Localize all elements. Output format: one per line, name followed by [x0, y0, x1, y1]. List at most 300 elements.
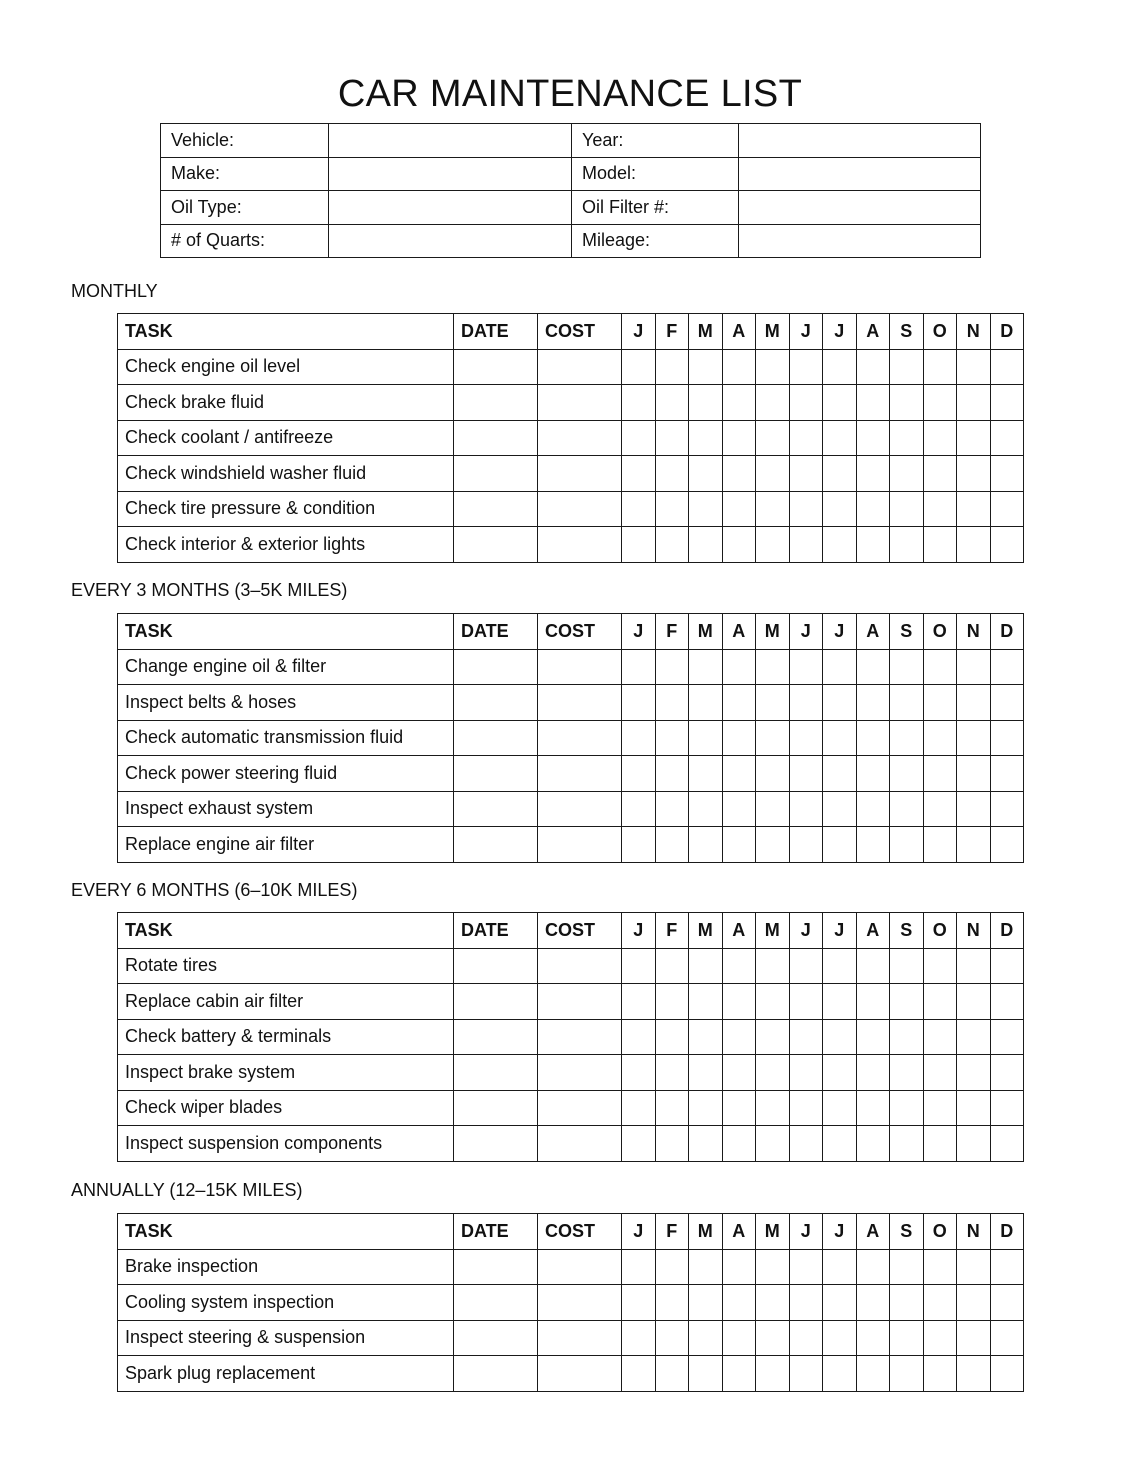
month-check-cell[interactable] — [622, 948, 656, 984]
month-check-cell[interactable] — [789, 491, 823, 527]
month-check-cell[interactable] — [689, 948, 723, 984]
month-check-cell[interactable] — [823, 649, 857, 685]
date-cell[interactable] — [454, 1249, 538, 1285]
month-check-cell[interactable] — [890, 456, 924, 492]
month-check-cell[interactable] — [789, 1356, 823, 1392]
month-check-cell[interactable] — [923, 1019, 957, 1055]
month-check-cell[interactable] — [722, 1320, 756, 1356]
month-check-cell[interactable] — [655, 491, 689, 527]
month-check-cell[interactable] — [957, 527, 991, 563]
month-check-cell[interactable] — [689, 791, 723, 827]
month-check-cell[interactable] — [622, 1090, 656, 1126]
month-check-cell[interactable] — [789, 685, 823, 721]
month-check-cell[interactable] — [722, 420, 756, 456]
month-check-cell[interactable] — [722, 1285, 756, 1321]
month-check-cell[interactable] — [823, 1320, 857, 1356]
month-check-cell[interactable] — [856, 420, 890, 456]
month-check-cell[interactable] — [957, 1249, 991, 1285]
info-value-field[interactable] — [329, 124, 572, 158]
month-check-cell[interactable] — [957, 720, 991, 756]
month-check-cell[interactable] — [789, 649, 823, 685]
month-check-cell[interactable] — [722, 720, 756, 756]
month-check-cell[interactable] — [756, 385, 790, 421]
date-cell[interactable] — [454, 420, 538, 456]
month-check-cell[interactable] — [923, 385, 957, 421]
month-check-cell[interactable] — [789, 948, 823, 984]
month-check-cell[interactable] — [622, 527, 656, 563]
month-check-cell[interactable] — [856, 527, 890, 563]
month-check-cell[interactable] — [856, 1320, 890, 1356]
date-cell[interactable] — [454, 984, 538, 1020]
date-cell[interactable] — [454, 720, 538, 756]
month-check-cell[interactable] — [990, 1019, 1024, 1055]
month-check-cell[interactable] — [789, 527, 823, 563]
month-check-cell[interactable] — [756, 984, 790, 1020]
month-check-cell[interactable] — [789, 756, 823, 792]
cost-cell[interactable] — [538, 948, 622, 984]
month-check-cell[interactable] — [622, 984, 656, 1020]
cost-cell[interactable] — [538, 1249, 622, 1285]
month-check-cell[interactable] — [823, 1126, 857, 1162]
month-check-cell[interactable] — [756, 720, 790, 756]
month-check-cell[interactable] — [655, 420, 689, 456]
month-check-cell[interactable] — [923, 827, 957, 863]
date-cell[interactable] — [454, 1285, 538, 1321]
month-check-cell[interactable] — [890, 649, 924, 685]
month-check-cell[interactable] — [890, 1019, 924, 1055]
month-check-cell[interactable] — [622, 649, 656, 685]
cost-cell[interactable] — [538, 1126, 622, 1162]
month-check-cell[interactable] — [722, 984, 756, 1020]
month-check-cell[interactable] — [789, 349, 823, 385]
month-check-cell[interactable] — [655, 1320, 689, 1356]
month-check-cell[interactable] — [689, 1285, 723, 1321]
month-check-cell[interactable] — [722, 827, 756, 863]
month-check-cell[interactable] — [957, 685, 991, 721]
month-check-cell[interactable] — [789, 1285, 823, 1321]
date-cell[interactable] — [454, 791, 538, 827]
date-cell[interactable] — [454, 827, 538, 863]
month-check-cell[interactable] — [957, 1320, 991, 1356]
month-check-cell[interactable] — [756, 1126, 790, 1162]
month-check-cell[interactable] — [823, 1090, 857, 1126]
month-check-cell[interactable] — [756, 827, 790, 863]
info-value-field[interactable] — [739, 124, 981, 158]
month-check-cell[interactable] — [689, 756, 723, 792]
month-check-cell[interactable] — [990, 385, 1024, 421]
month-check-cell[interactable] — [957, 1285, 991, 1321]
month-check-cell[interactable] — [923, 1126, 957, 1162]
month-check-cell[interactable] — [789, 420, 823, 456]
month-check-cell[interactable] — [957, 756, 991, 792]
month-check-cell[interactable] — [957, 1356, 991, 1392]
month-check-cell[interactable] — [722, 527, 756, 563]
month-check-cell[interactable] — [655, 385, 689, 421]
month-check-cell[interactable] — [823, 984, 857, 1020]
month-check-cell[interactable] — [622, 1019, 656, 1055]
month-check-cell[interactable] — [923, 791, 957, 827]
month-check-cell[interactable] — [890, 1285, 924, 1321]
month-check-cell[interactable] — [655, 984, 689, 1020]
month-check-cell[interactable] — [923, 527, 957, 563]
month-check-cell[interactable] — [689, 1019, 723, 1055]
month-check-cell[interactable] — [890, 685, 924, 721]
month-check-cell[interactable] — [756, 1019, 790, 1055]
month-check-cell[interactable] — [856, 1090, 890, 1126]
month-check-cell[interactable] — [856, 1126, 890, 1162]
month-check-cell[interactable] — [622, 349, 656, 385]
month-check-cell[interactable] — [823, 385, 857, 421]
date-cell[interactable] — [454, 1320, 538, 1356]
month-check-cell[interactable] — [622, 1126, 656, 1162]
cost-cell[interactable] — [538, 456, 622, 492]
month-check-cell[interactable] — [655, 948, 689, 984]
date-cell[interactable] — [454, 491, 538, 527]
month-check-cell[interactable] — [689, 827, 723, 863]
month-check-cell[interactable] — [756, 685, 790, 721]
cost-cell[interactable] — [538, 491, 622, 527]
month-check-cell[interactable] — [756, 1356, 790, 1392]
month-check-cell[interactable] — [622, 1320, 656, 1356]
month-check-cell[interactable] — [957, 420, 991, 456]
month-check-cell[interactable] — [722, 1019, 756, 1055]
month-check-cell[interactable] — [990, 527, 1024, 563]
date-cell[interactable] — [454, 1356, 538, 1392]
date-cell[interactable] — [454, 385, 538, 421]
cost-cell[interactable] — [538, 385, 622, 421]
month-check-cell[interactable] — [923, 420, 957, 456]
month-check-cell[interactable] — [890, 527, 924, 563]
month-check-cell[interactable] — [622, 1285, 656, 1321]
cost-cell[interactable] — [538, 1356, 622, 1392]
month-check-cell[interactable] — [622, 720, 656, 756]
month-check-cell[interactable] — [990, 349, 1024, 385]
month-check-cell[interactable] — [990, 1090, 1024, 1126]
month-check-cell[interactable] — [789, 827, 823, 863]
cost-cell[interactable] — [538, 649, 622, 685]
month-check-cell[interactable] — [990, 1320, 1024, 1356]
cost-cell[interactable] — [538, 527, 622, 563]
month-check-cell[interactable] — [923, 1320, 957, 1356]
month-check-cell[interactable] — [722, 649, 756, 685]
month-check-cell[interactable] — [957, 385, 991, 421]
month-check-cell[interactable] — [856, 685, 890, 721]
month-check-cell[interactable] — [756, 349, 790, 385]
info-value-field[interactable] — [329, 191, 572, 225]
month-check-cell[interactable] — [890, 1126, 924, 1162]
month-check-cell[interactable] — [957, 791, 991, 827]
month-check-cell[interactable] — [890, 420, 924, 456]
month-check-cell[interactable] — [823, 827, 857, 863]
month-check-cell[interactable] — [990, 756, 1024, 792]
month-check-cell[interactable] — [722, 456, 756, 492]
month-check-cell[interactable] — [990, 1055, 1024, 1091]
cost-cell[interactable] — [538, 349, 622, 385]
month-check-cell[interactable] — [823, 349, 857, 385]
month-check-cell[interactable] — [689, 491, 723, 527]
date-cell[interactable] — [454, 1126, 538, 1162]
month-check-cell[interactable] — [923, 1090, 957, 1126]
month-check-cell[interactable] — [823, 720, 857, 756]
month-check-cell[interactable] — [890, 1249, 924, 1285]
date-cell[interactable] — [454, 1019, 538, 1055]
month-check-cell[interactable] — [756, 1285, 790, 1321]
month-check-cell[interactable] — [655, 649, 689, 685]
month-check-cell[interactable] — [722, 1090, 756, 1126]
month-check-cell[interactable] — [756, 1055, 790, 1091]
month-check-cell[interactable] — [689, 984, 723, 1020]
month-check-cell[interactable] — [923, 1055, 957, 1091]
month-check-cell[interactable] — [990, 649, 1024, 685]
month-check-cell[interactable] — [856, 827, 890, 863]
month-check-cell[interactable] — [990, 948, 1024, 984]
month-check-cell[interactable] — [957, 456, 991, 492]
cost-cell[interactable] — [538, 827, 622, 863]
cost-cell[interactable] — [538, 1285, 622, 1321]
month-check-cell[interactable] — [622, 827, 656, 863]
month-check-cell[interactable] — [957, 349, 991, 385]
month-check-cell[interactable] — [655, 685, 689, 721]
month-check-cell[interactable] — [689, 385, 723, 421]
month-check-cell[interactable] — [923, 1285, 957, 1321]
month-check-cell[interactable] — [789, 1126, 823, 1162]
month-check-cell[interactable] — [923, 756, 957, 792]
month-check-cell[interactable] — [923, 984, 957, 1020]
info-value-field[interactable] — [329, 224, 572, 258]
month-check-cell[interactable] — [957, 948, 991, 984]
month-check-cell[interactable] — [655, 827, 689, 863]
month-check-cell[interactable] — [823, 491, 857, 527]
month-check-cell[interactable] — [990, 685, 1024, 721]
month-check-cell[interactable] — [756, 756, 790, 792]
month-check-cell[interactable] — [622, 385, 656, 421]
month-check-cell[interactable] — [789, 1055, 823, 1091]
month-check-cell[interactable] — [923, 349, 957, 385]
month-check-cell[interactable] — [622, 756, 656, 792]
month-check-cell[interactable] — [856, 1019, 890, 1055]
month-check-cell[interactable] — [823, 527, 857, 563]
month-check-cell[interactable] — [823, 791, 857, 827]
month-check-cell[interactable] — [722, 948, 756, 984]
month-check-cell[interactable] — [789, 1249, 823, 1285]
month-check-cell[interactable] — [957, 1055, 991, 1091]
month-check-cell[interactable] — [622, 491, 656, 527]
month-check-cell[interactable] — [689, 1356, 723, 1392]
month-check-cell[interactable] — [756, 420, 790, 456]
date-cell[interactable] — [454, 1090, 538, 1126]
month-check-cell[interactable] — [722, 1055, 756, 1091]
month-check-cell[interactable] — [957, 984, 991, 1020]
cost-cell[interactable] — [538, 756, 622, 792]
month-check-cell[interactable] — [923, 720, 957, 756]
month-check-cell[interactable] — [722, 1126, 756, 1162]
date-cell[interactable] — [454, 349, 538, 385]
month-check-cell[interactable] — [789, 984, 823, 1020]
month-check-cell[interactable] — [655, 720, 689, 756]
month-check-cell[interactable] — [689, 349, 723, 385]
month-check-cell[interactable] — [890, 720, 924, 756]
month-check-cell[interactable] — [655, 1090, 689, 1126]
month-check-cell[interactable] — [655, 1249, 689, 1285]
cost-cell[interactable] — [538, 720, 622, 756]
month-check-cell[interactable] — [689, 1249, 723, 1285]
cost-cell[interactable] — [538, 984, 622, 1020]
month-check-cell[interactable] — [823, 1055, 857, 1091]
month-check-cell[interactable] — [789, 791, 823, 827]
month-check-cell[interactable] — [823, 1285, 857, 1321]
month-check-cell[interactable] — [957, 649, 991, 685]
cost-cell[interactable] — [538, 791, 622, 827]
month-check-cell[interactable] — [823, 1249, 857, 1285]
cost-cell[interactable] — [538, 1320, 622, 1356]
month-check-cell[interactable] — [622, 1356, 656, 1392]
month-check-cell[interactable] — [655, 1285, 689, 1321]
month-check-cell[interactable] — [856, 456, 890, 492]
month-check-cell[interactable] — [689, 1090, 723, 1126]
month-check-cell[interactable] — [689, 1055, 723, 1091]
month-check-cell[interactable] — [689, 685, 723, 721]
month-check-cell[interactable] — [856, 720, 890, 756]
month-check-cell[interactable] — [655, 349, 689, 385]
month-check-cell[interactable] — [823, 948, 857, 984]
month-check-cell[interactable] — [856, 1356, 890, 1392]
month-check-cell[interactable] — [622, 685, 656, 721]
date-cell[interactable] — [454, 527, 538, 563]
month-check-cell[interactable] — [856, 984, 890, 1020]
month-check-cell[interactable] — [756, 527, 790, 563]
cost-cell[interactable] — [538, 420, 622, 456]
month-check-cell[interactable] — [655, 1126, 689, 1162]
month-check-cell[interactable] — [689, 420, 723, 456]
month-check-cell[interactable] — [890, 1356, 924, 1392]
cost-cell[interactable] — [538, 685, 622, 721]
month-check-cell[interactable] — [990, 791, 1024, 827]
cost-cell[interactable] — [538, 1090, 622, 1126]
month-check-cell[interactable] — [990, 1249, 1024, 1285]
month-check-cell[interactable] — [722, 791, 756, 827]
month-check-cell[interactable] — [622, 791, 656, 827]
month-check-cell[interactable] — [622, 1055, 656, 1091]
month-check-cell[interactable] — [823, 685, 857, 721]
month-check-cell[interactable] — [957, 1019, 991, 1055]
month-check-cell[interactable] — [655, 456, 689, 492]
date-cell[interactable] — [454, 948, 538, 984]
month-check-cell[interactable] — [689, 1320, 723, 1356]
month-check-cell[interactable] — [756, 649, 790, 685]
month-check-cell[interactable] — [990, 491, 1024, 527]
month-check-cell[interactable] — [622, 420, 656, 456]
month-check-cell[interactable] — [923, 1249, 957, 1285]
month-check-cell[interactable] — [890, 1090, 924, 1126]
month-check-cell[interactable] — [756, 948, 790, 984]
month-check-cell[interactable] — [689, 720, 723, 756]
month-check-cell[interactable] — [756, 491, 790, 527]
month-check-cell[interactable] — [856, 948, 890, 984]
month-check-cell[interactable] — [990, 827, 1024, 863]
month-check-cell[interactable] — [923, 491, 957, 527]
month-check-cell[interactable] — [655, 1356, 689, 1392]
cost-cell[interactable] — [538, 1019, 622, 1055]
month-check-cell[interactable] — [655, 1055, 689, 1091]
month-check-cell[interactable] — [890, 1320, 924, 1356]
month-check-cell[interactable] — [689, 456, 723, 492]
date-cell[interactable] — [454, 1055, 538, 1091]
month-check-cell[interactable] — [756, 1320, 790, 1356]
month-check-cell[interactable] — [923, 649, 957, 685]
month-check-cell[interactable] — [890, 491, 924, 527]
month-check-cell[interactable] — [957, 827, 991, 863]
month-check-cell[interactable] — [856, 491, 890, 527]
month-check-cell[interactable] — [990, 720, 1024, 756]
cost-cell[interactable] — [538, 1055, 622, 1091]
month-check-cell[interactable] — [655, 791, 689, 827]
month-check-cell[interactable] — [856, 1249, 890, 1285]
month-check-cell[interactable] — [823, 420, 857, 456]
month-check-cell[interactable] — [990, 1126, 1024, 1162]
month-check-cell[interactable] — [722, 385, 756, 421]
month-check-cell[interactable] — [856, 349, 890, 385]
month-check-cell[interactable] — [789, 1019, 823, 1055]
month-check-cell[interactable] — [722, 685, 756, 721]
month-check-cell[interactable] — [756, 1090, 790, 1126]
month-check-cell[interactable] — [890, 756, 924, 792]
month-check-cell[interactable] — [990, 984, 1024, 1020]
info-value-field[interactable] — [739, 224, 981, 258]
month-check-cell[interactable] — [890, 385, 924, 421]
month-check-cell[interactable] — [957, 1126, 991, 1162]
month-check-cell[interactable] — [689, 649, 723, 685]
month-check-cell[interactable] — [990, 456, 1024, 492]
month-check-cell[interactable] — [890, 984, 924, 1020]
month-check-cell[interactable] — [990, 1356, 1024, 1392]
month-check-cell[interactable] — [856, 385, 890, 421]
month-check-cell[interactable] — [722, 1356, 756, 1392]
month-check-cell[interactable] — [756, 791, 790, 827]
info-value-field[interactable] — [739, 157, 981, 191]
month-check-cell[interactable] — [923, 456, 957, 492]
month-check-cell[interactable] — [789, 720, 823, 756]
date-cell[interactable] — [454, 756, 538, 792]
month-check-cell[interactable] — [890, 349, 924, 385]
date-cell[interactable] — [454, 649, 538, 685]
month-check-cell[interactable] — [756, 456, 790, 492]
month-check-cell[interactable] — [722, 756, 756, 792]
month-check-cell[interactable] — [722, 491, 756, 527]
month-check-cell[interactable] — [789, 456, 823, 492]
month-check-cell[interactable] — [923, 948, 957, 984]
month-check-cell[interactable] — [990, 420, 1024, 456]
month-check-cell[interactable] — [789, 385, 823, 421]
info-value-field[interactable] — [739, 191, 981, 225]
month-check-cell[interactable] — [856, 1285, 890, 1321]
month-check-cell[interactable] — [856, 791, 890, 827]
month-check-cell[interactable] — [923, 685, 957, 721]
month-check-cell[interactable] — [789, 1090, 823, 1126]
month-check-cell[interactable] — [823, 756, 857, 792]
info-value-field[interactable] — [329, 157, 572, 191]
month-check-cell[interactable] — [957, 491, 991, 527]
month-check-cell[interactable] — [655, 756, 689, 792]
month-check-cell[interactable] — [756, 1249, 790, 1285]
month-check-cell[interactable] — [923, 1356, 957, 1392]
month-check-cell[interactable] — [789, 1320, 823, 1356]
month-check-cell[interactable] — [655, 527, 689, 563]
month-check-cell[interactable] — [622, 1249, 656, 1285]
month-check-cell[interactable] — [689, 1126, 723, 1162]
month-check-cell[interactable] — [856, 1055, 890, 1091]
month-check-cell[interactable] — [622, 456, 656, 492]
month-check-cell[interactable] — [890, 948, 924, 984]
